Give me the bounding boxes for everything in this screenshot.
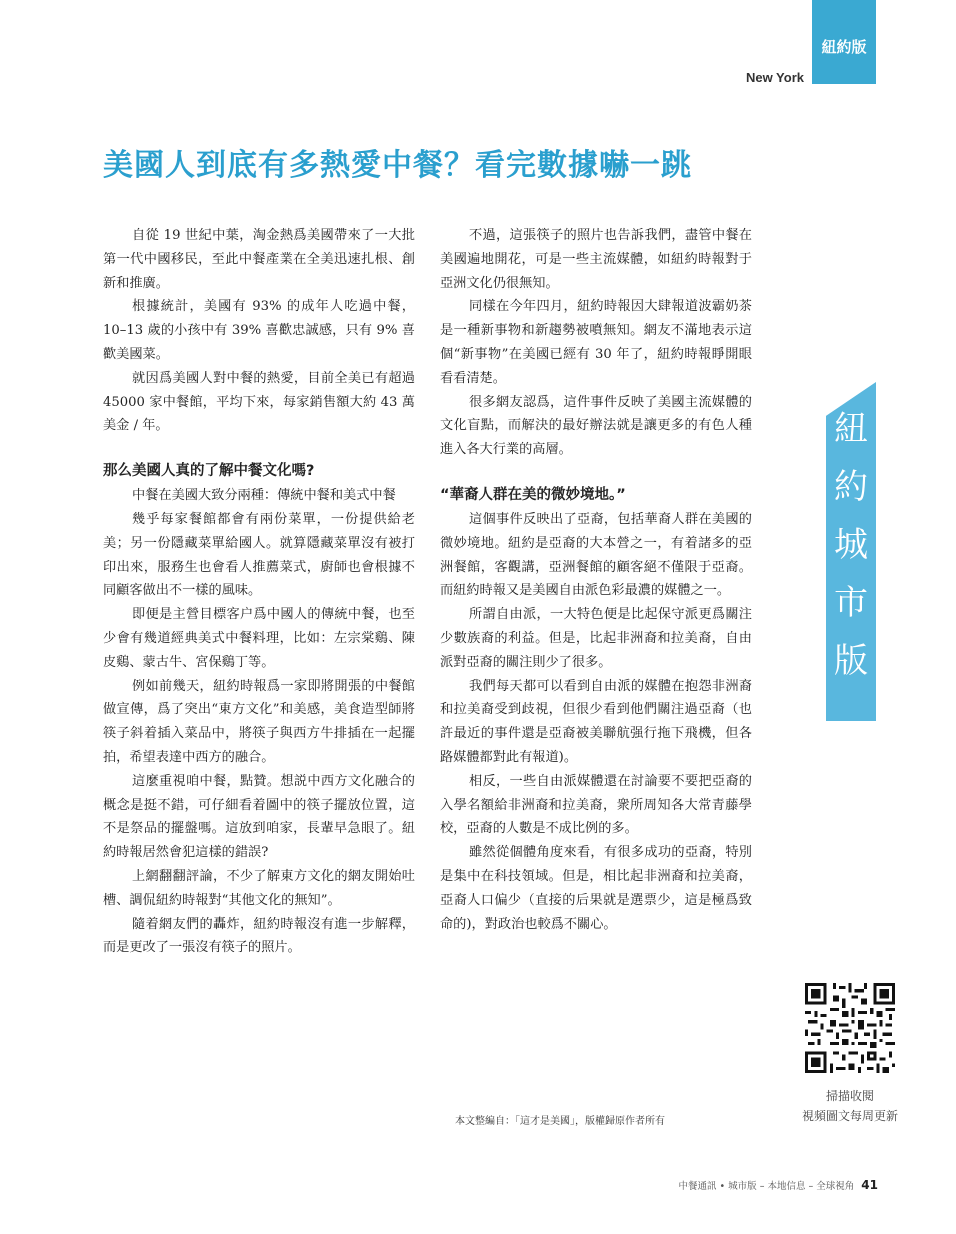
side-banner-char: 城 [834,525,868,565]
article-credit: 本文整編自：「這才是美國」，版權歸原作者所有 [455,1116,665,1127]
side-banner-text [826,400,876,690]
paragraph: 同樣在今年四月，紐約時報因大肆報道波霸奶茶是一種新事物和新趨勢被噴無知。網友不滿地表示這個“新事物”在美國已經有 30 年了，紐約時報睜開眼看看清楚。 [440,299,752,386]
paragraph: 很多網友認爲，這件事件反映了美國主流媒體的文化盲點，而解決的最好辦法就是讓更多的有色人種進入各大行業的高層。 [440,394,752,458]
side-banner-char: 紐 [834,409,868,449]
paragraph: 我們每天都可以看到自由派的媒體在抱怨非洲裔和拉美裔受到歧視，但很少看到他們關注過亞裔（也許最近的事件還是亞裔被美聯航强行拖下飛機，但各路媒體都對此有報道)。 [440,678,752,765]
paragraph: 上網翻翻評論，不少了解東方文化的網友開始吐槽、調侃紐約時報對“其他文化的無知”。 [103,868,415,908]
side-banner-char: 市 [834,583,868,623]
paragraph: 雖然從個體角度來看，有很多成功的亞裔，特別是集中在科技領域。但是，相比起非洲裔和拉美裔，亞裔人口偏少（直接的后果就是選票少，這是極爲致命的)，對政治也較爲不關心。 [440,845,752,932]
paragraph: 即便是主營目標客户爲中國人的傳統中餐，也至少會有幾道經典美式中餐料理，比如：左宗棠鷄、陳皮鷄、蒙古牛、宮保鷄丁等。 [103,607,415,670]
side-banner-char: 約 [834,467,868,507]
edition-english-label: New York [745,70,804,85]
qr-caption-line: 視頻圖文每周更新 [801,1109,898,1123]
article-column-left [103,224,415,960]
edition-tab-label: 紐約版 [821,37,867,56]
paragraph: 不過，這張筷子的照片也告訴我們，盡管中餐在美國遍地開花，可是一些主流媒體，如紐約時報對于亞洲文化仍很無知。 [440,228,752,291]
section-heading: 那么美國人真的了解中餐文化嗎? [103,463,315,480]
paragraph: 隨着網友們的轟炸，紐約時報沒有進一步解釋，而是更改了一張沒有筷子的照片。 [103,916,415,956]
article-title: 美國人到底有多熱愛中餐？看完數據嚇一跳 [103,148,692,183]
paragraph: 這麼重視咱中餐，點贊。想説中西方文化融合的概念是挺不錯，可仔細看着圖中的筷子擺放位置，這不是祭品的擺盤嗎。這放到咱家，長輩早急眼了。紐約時報居然會犯這樣的錯誤? [103,773,415,861]
qr-caption [780,1086,920,1126]
article-column-right [440,224,752,936]
paragraph: 所謂自由派，一大特色便是比起保守派更爲關注少數族裔的利益。但是，比起非洲裔和拉美裔，自由派對亞裔的關注則少了很多。 [440,607,752,670]
paragraph: 例如前幾天，紐約時報爲一家即將開張的中餐館做宣傳，爲了突出“東方文化”和美感，美食造型師將筷子斜着插入菜品中，將筷子與西方牛排插在一起擺拍，希望表達中西方的融合。 [103,678,415,765]
page-footer [560,1178,878,1192]
qr-caption-line: 掃描收閱 [825,1089,874,1103]
paragraph: 自從 19 世紀中葉，淘金熱爲美國帶來了一大批第一代中國移民，至此中餐產業在全美迅速扎根、創新和推廣。 [103,228,415,291]
page-number: 41 [861,1178,878,1192]
paragraph: 這個事件反映出了亞裔，包括華裔人群在美國的微妙境地。紐約是亞裔的大本營之一，有着諸多的亞洲餐館，客觀講，亞洲餐館的顧客絕不僅限于亞裔。而紐約時報又是美國自由派色彩最濃的媒體之一。 [440,511,752,599]
footer-text: 中餐通訊 • 城市版 – 本地信息 – 全球視角 [678,1181,855,1192]
qr-code-icon[interactable] [805,983,895,1073]
section-heading: “華裔人群在美的微妙境地。” [440,486,626,503]
paragraph: 相反，一些自由派媒體還在討論要不要把亞裔的入學名額給非洲裔和拉美裔，衆所周知各大常青藤學校，亞裔的人數是不成比例的多。 [440,773,752,837]
paragraph: 根據統計，美國有 93% 的成年人吃過中餐，10–13 歲的小孩中有 39% 喜歡忠誠感，只有 9% 喜歡美國菜。 [103,299,415,362]
paragraph: 就因爲美國人對中餐的熱愛，目前全美已有超過 45000 家中餐館，平均下來，每家銷售額大約 43 萬美金 / 年。 [103,370,415,434]
edition-tab [812,0,876,84]
side-banner-char: 版 [834,641,868,681]
paragraph: 中餐在美國大致分兩種：傳統中餐和美式中餐 [132,488,396,504]
paragraph: 幾乎每家餐館都會有兩份菜單，一份提供給老美；另一份隱藏菜單給國人。就算隱藏菜單沒有被打印出來，服務生也會看人推薦菜式，廚師也會根據不同顧客做出不一樣的風味。 [103,511,415,599]
